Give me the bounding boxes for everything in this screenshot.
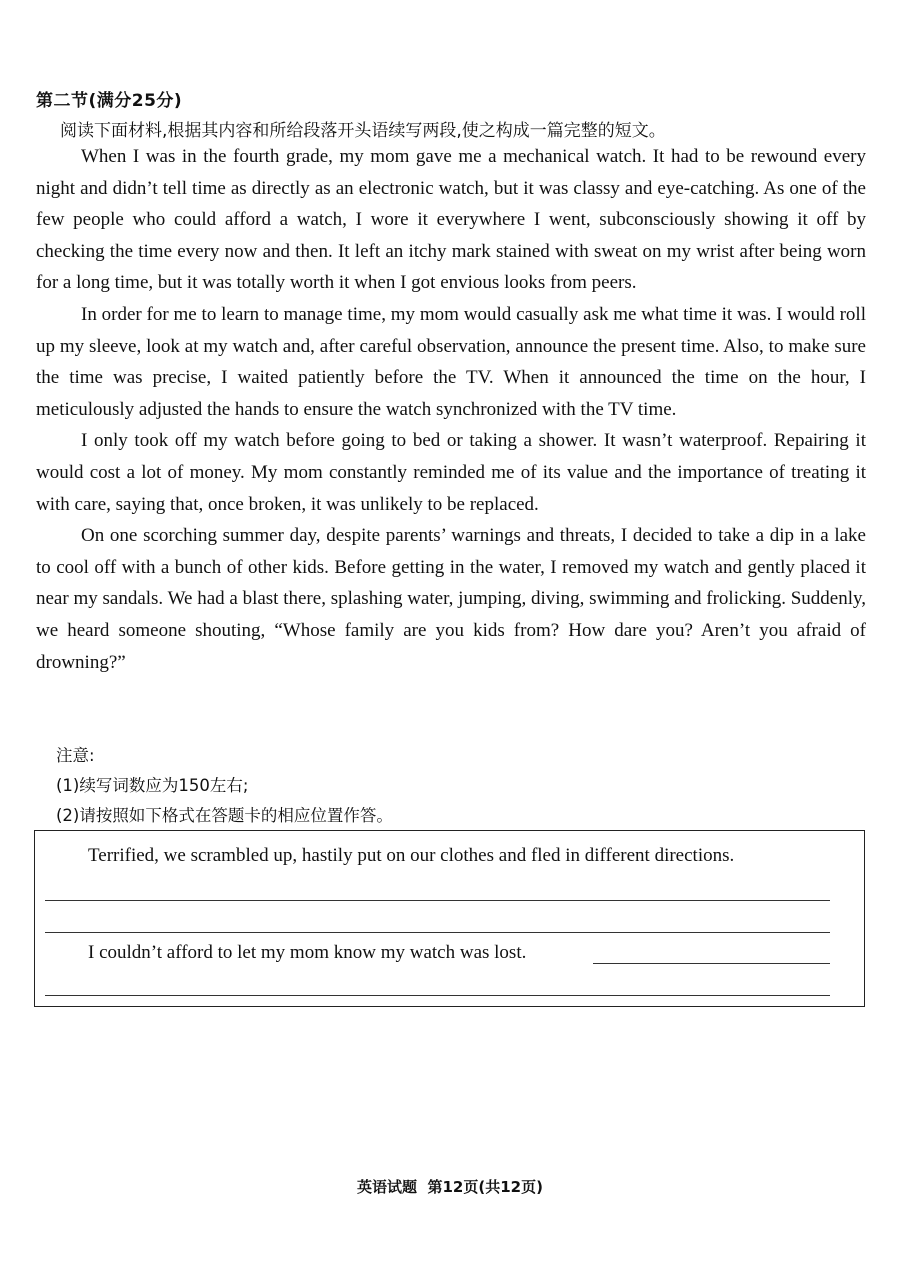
answer-line[interactable] xyxy=(45,900,830,901)
passage-paragraph-1: When I was in the fourth grade, my mom gave me a mechanical watch. It had to be rewound every night and didn’t tell time as directly as an electronic watch, but it was classy and eye-catching. As one of the few people who could afford a watch, I wore it everywhere I went, subconsciously showing it off by checking the time every now and then. It left an itchy mark stained with sweat on my wrist after being worn for a long time, but it was totally worth it when I got envious looks from peers. xyxy=(36,146,866,294)
section-instruction: 阅读下面材料,根据其内容和所给段落开头语续写两段,使之构成一篇完整的短文。 xyxy=(60,121,666,141)
passage-paragraph-2: In order for me to learn to manage time, my mom would casually ask me what time it was. I would roll up my sleeve, look at my watch and, after careful observation, announce the present time. Also, to make sure the time was precise, I waited patiently before the TV. When it announced the time on the hour, I meticulously adjusted the hands to ensure the watch synchronized with the TV time. xyxy=(36,303,866,420)
page-footer: 英语试题 第12页(共12页) xyxy=(357,1178,543,1196)
answer-box xyxy=(34,830,865,1007)
section-title: 第二节(满分25分) xyxy=(36,91,183,111)
answer-line[interactable] xyxy=(45,932,830,933)
paragraph-2-opening: I couldn’t afford to let my mom know my watch was lost. xyxy=(88,942,527,963)
answer-line[interactable] xyxy=(45,995,830,996)
notes-item-1: (1)续写词数应为150左右; xyxy=(56,776,249,795)
reading-passage xyxy=(36,141,866,678)
notes xyxy=(56,741,393,831)
answer-line[interactable] xyxy=(593,963,830,964)
passage-paragraph-3: I only took off my watch before going to bed or taking a shower. It wasn’t waterproof. Repairing it would cost a lot of money. My mom constantly reminded me of its value and the importance of treating it with care, saying that, once broken, it was unlikely to be replaced. xyxy=(36,430,866,515)
passage-paragraph-4: On one scorching summer day, despite parents’ warnings and threats, I decided to take a dip in a lake to cool off with a bunch of other kids. Before getting in the water, I removed my watch and gently placed it near my sandals. We had a blast there, splashing water, jumping, diving, swimming and frolicking. Suddenly, we heard someone shouting, “Whose family are you kids from? How dare you? Aren’t you afraid of drowning?” xyxy=(36,525,866,673)
paragraph-1-opening: Terrified, we scrambled up, hastily put on our clothes and fled in different directions. xyxy=(88,845,735,866)
notes-item-2: (2)请按照如下格式在答题卡的相应位置作答。 xyxy=(56,806,393,825)
notes-heading: 注意: xyxy=(56,746,95,765)
